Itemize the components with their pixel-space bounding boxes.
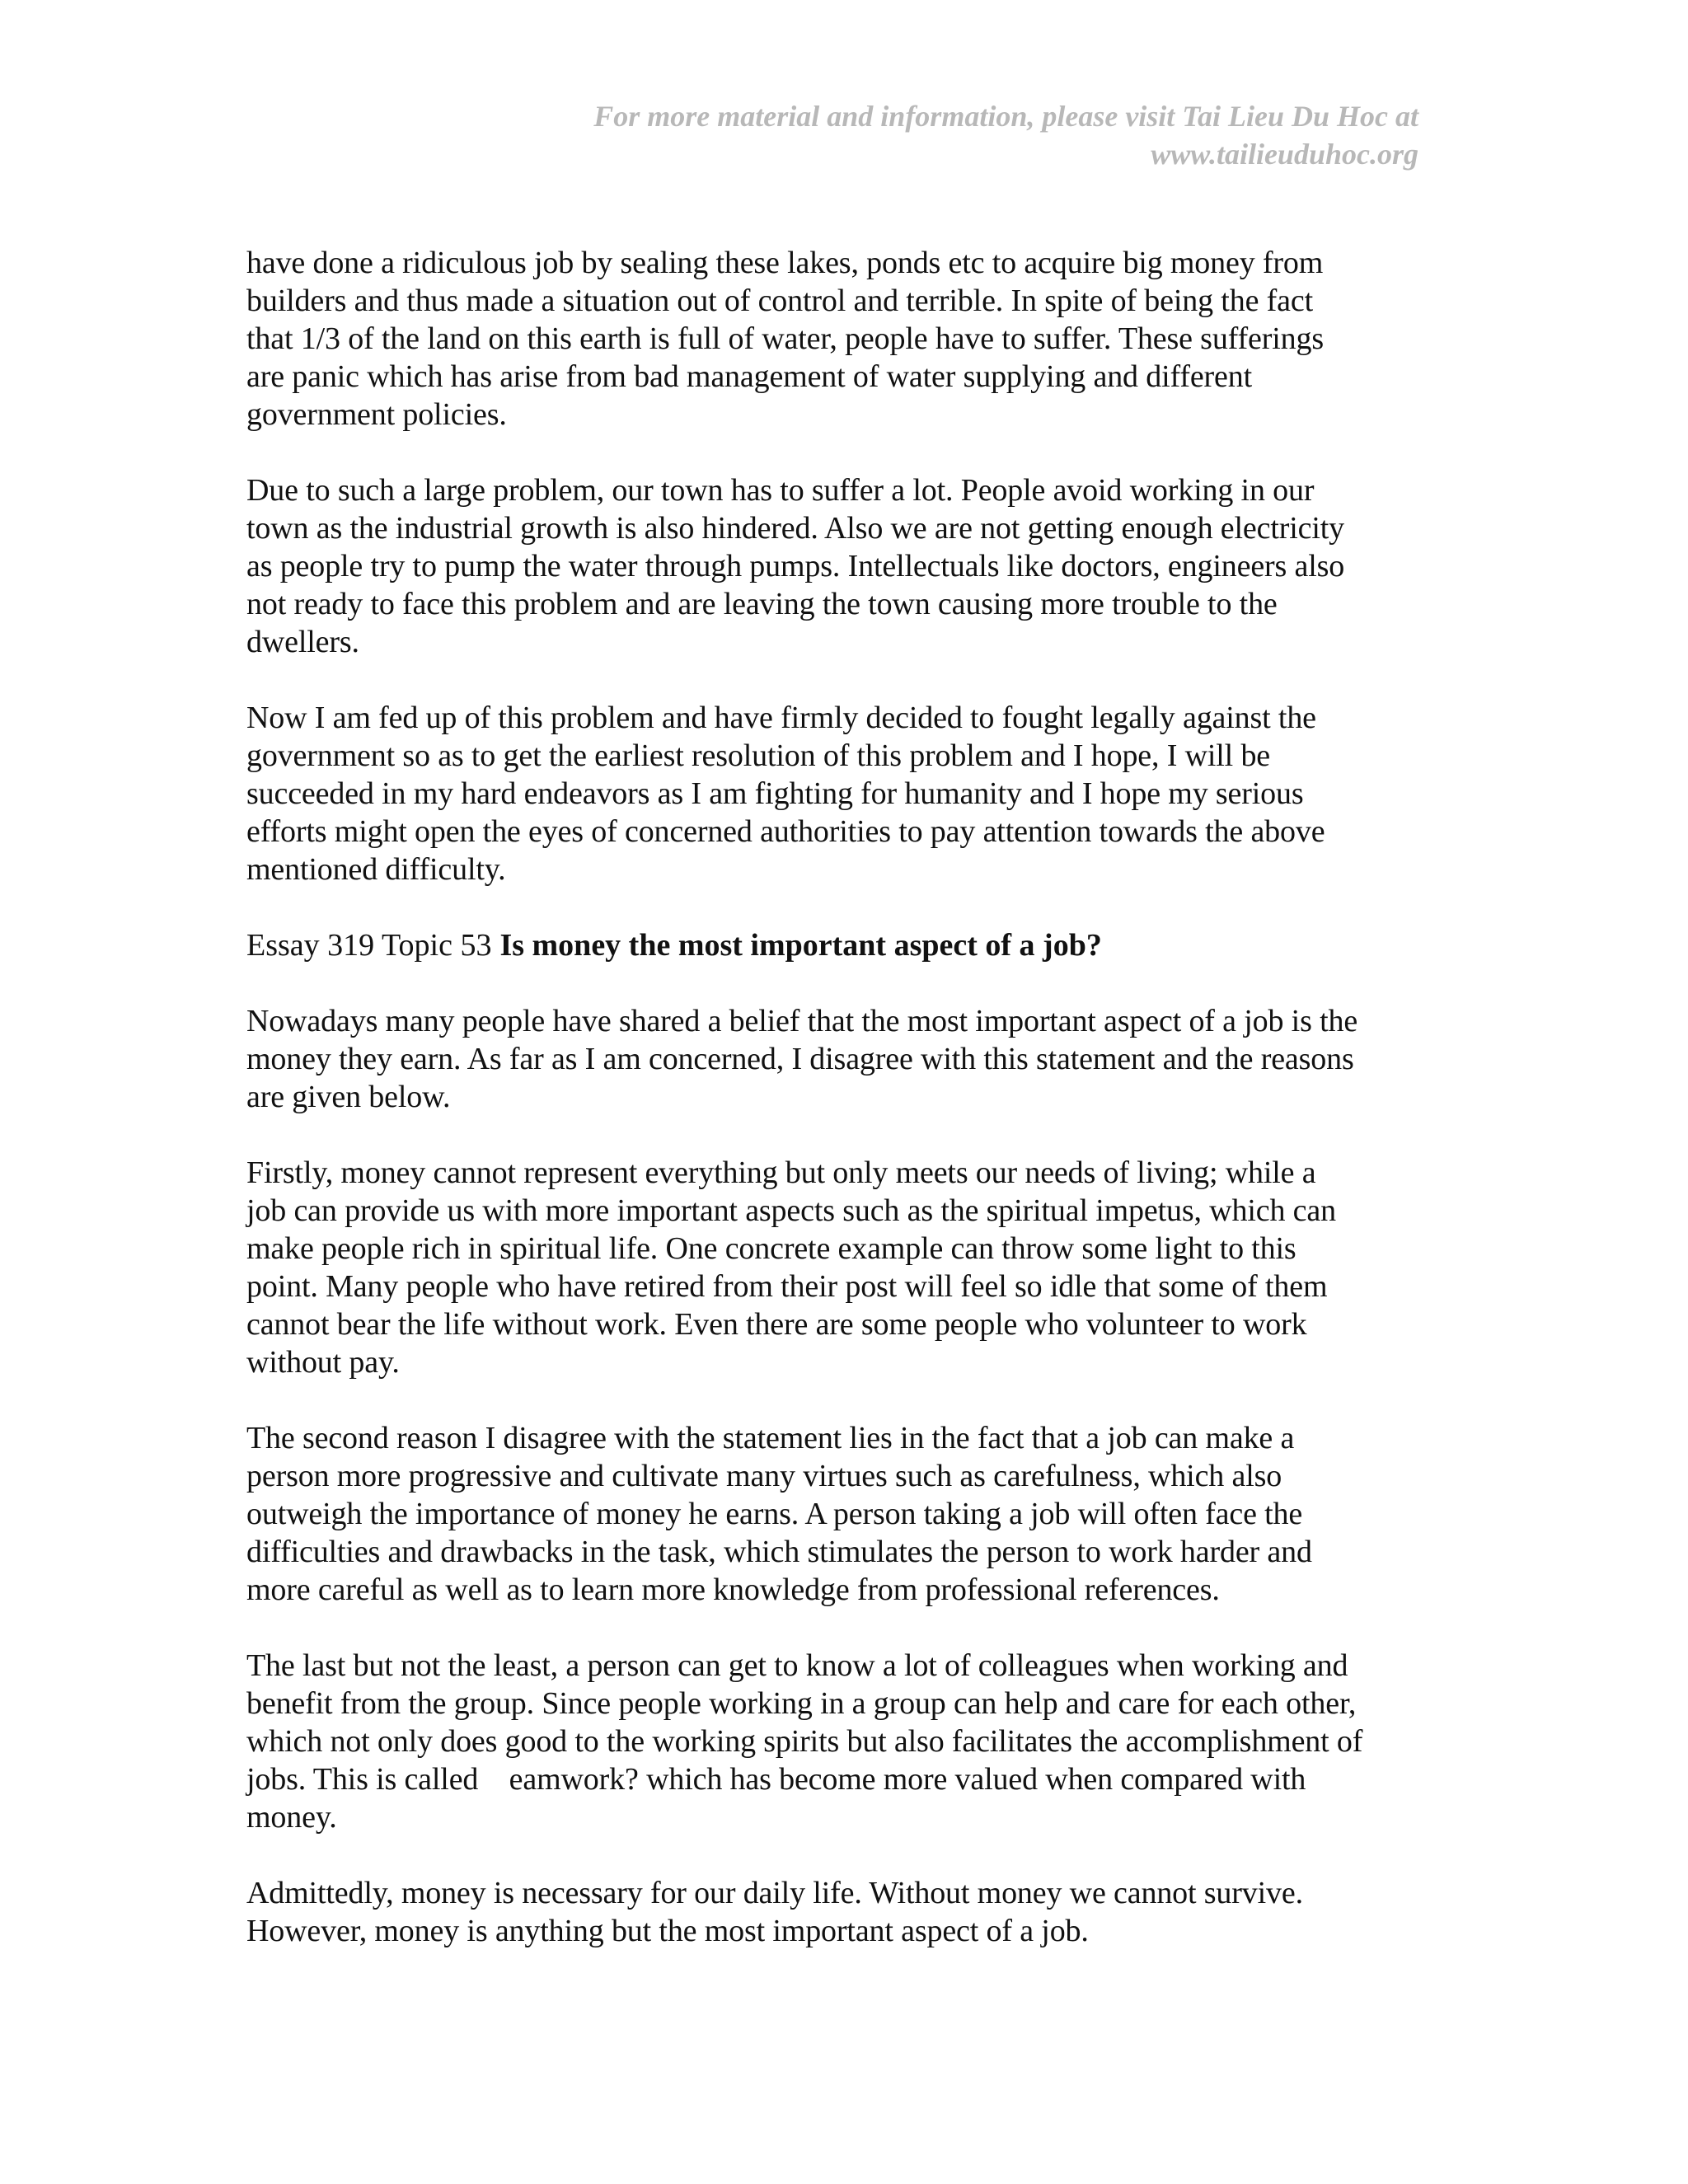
text-line: money. [246, 1800, 337, 1835]
text-line: The second reason I disagree with the statement lies in the fact that a job can make a [246, 1421, 1295, 1455]
text-line: have done a ridiculous job by sealing these lakes, ponds etc to acquire big money from [246, 246, 1324, 280]
essay-label: Essay 319 Topic 53 [246, 928, 492, 963]
text-line: difficulties and drawbacks in the task, which stimulates the person to work harder and [246, 1535, 1312, 1569]
text-line: as people try to pump the water through pumps. Intellectuals like doctors, engineers also [246, 549, 1345, 583]
text-line: government policies. [246, 397, 507, 432]
text-line: that 1/3 of the land on this earth is full of water, people have to suffer. These sufferings [246, 321, 1324, 356]
paragraph [246, 1002, 1450, 1116]
text-line: outweigh the importance of money he earns. A person taking a job will often face the [246, 1497, 1303, 1531]
text-line: The last but not the least, a person can get to know a lot of colleagues when working and [246, 1648, 1348, 1683]
text-line: Nowadays many people have shared a belief that the most important aspect of a job is the [246, 1004, 1358, 1038]
text-line: jobs. This is called eamwork? which has become more valued when compared with [246, 1762, 1306, 1797]
text-line: builders and thus made a situation out of control and terrible. In spite of being the fact [246, 284, 1313, 318]
text-line: without pay. [246, 1345, 400, 1380]
page-header [429, 97, 1418, 173]
text-line: Firstly, money cannot represent everything but only meets our needs of living; while a [246, 1155, 1316, 1190]
text-line: which not only does good to the working spirits but also facilitates the accomplishment of [246, 1724, 1363, 1759]
text-line: Due to such a large problem, our town has to suffer a lot. People avoid working in our [246, 473, 1315, 508]
paragraph [246, 244, 1450, 434]
text-line: make people rich in spiritual life. One concrete example can throw some light to this [246, 1231, 1296, 1266]
text-line: cannot bear the life without work. Even there are some people who volunteer to work [246, 1307, 1307, 1342]
paragraph [246, 1154, 1450, 1381]
essay-question: Is money the most important aspect of a job? [499, 928, 1102, 963]
text-line: point. Many people who have retired from their post will feel so idle that some of them [246, 1269, 1328, 1304]
header-line-2: www.tailieuduhoc.org [1151, 138, 1418, 171]
text-line: dwellers. [246, 625, 359, 659]
text-line: town as the industrial growth is also hindered. Also we are not getting enough electricity [246, 511, 1345, 546]
text-line: are panic which has arise from bad management of water supplying and different [246, 359, 1253, 394]
text-line: person more progressive and cultivate many virtues such as carefulness, which also [246, 1459, 1282, 1493]
text-line: mentioned difficulty. [246, 852, 506, 887]
text-line: succeeded in my hard endeavors as I am fighting for humanity and I hope my serious [246, 776, 1304, 811]
text-line: Now I am fed up of this problem and have firmly decided to fought legally against the [246, 701, 1316, 735]
paragraph [246, 699, 1450, 888]
essay-heading [246, 926, 1450, 964]
text-line: Admittedly, money is necessary for our daily life. Without money we cannot survive. [246, 1876, 1303, 1910]
text-line: job can provide us with more important aspects such as the spiritual impetus, which can [246, 1193, 1336, 1228]
text-line: money they earn. As far as I am concerned, I disagree with this statement and the reasons [246, 1042, 1354, 1076]
document-body [246, 244, 1450, 1988]
text-line: efforts might open the eyes of concerned authorities to pay attention towards the above [246, 814, 1325, 849]
header-line-1: For more material and information, please visit Tai Lieu Du Hoc at [593, 100, 1418, 133]
text-line: However, money is anything but the most important aspect of a job. [246, 1914, 1089, 1948]
paragraph [246, 471, 1450, 661]
paragraph [246, 1419, 1450, 1609]
text-line: are given below. [246, 1080, 451, 1114]
text-line: government so as to get the earliest resolution of this problem and I hope, I will be [246, 738, 1271, 773]
text-line: more careful as well as to learn more knowledge from professional references. [246, 1572, 1220, 1607]
text-line: benefit from the group. Since people working in a group can help and care for each other, [246, 1686, 1357, 1721]
paragraph [246, 1874, 1450, 1950]
paragraph [246, 1647, 1450, 1836]
text-line: not ready to face this problem and are leaving the town causing more trouble to the [246, 587, 1278, 621]
